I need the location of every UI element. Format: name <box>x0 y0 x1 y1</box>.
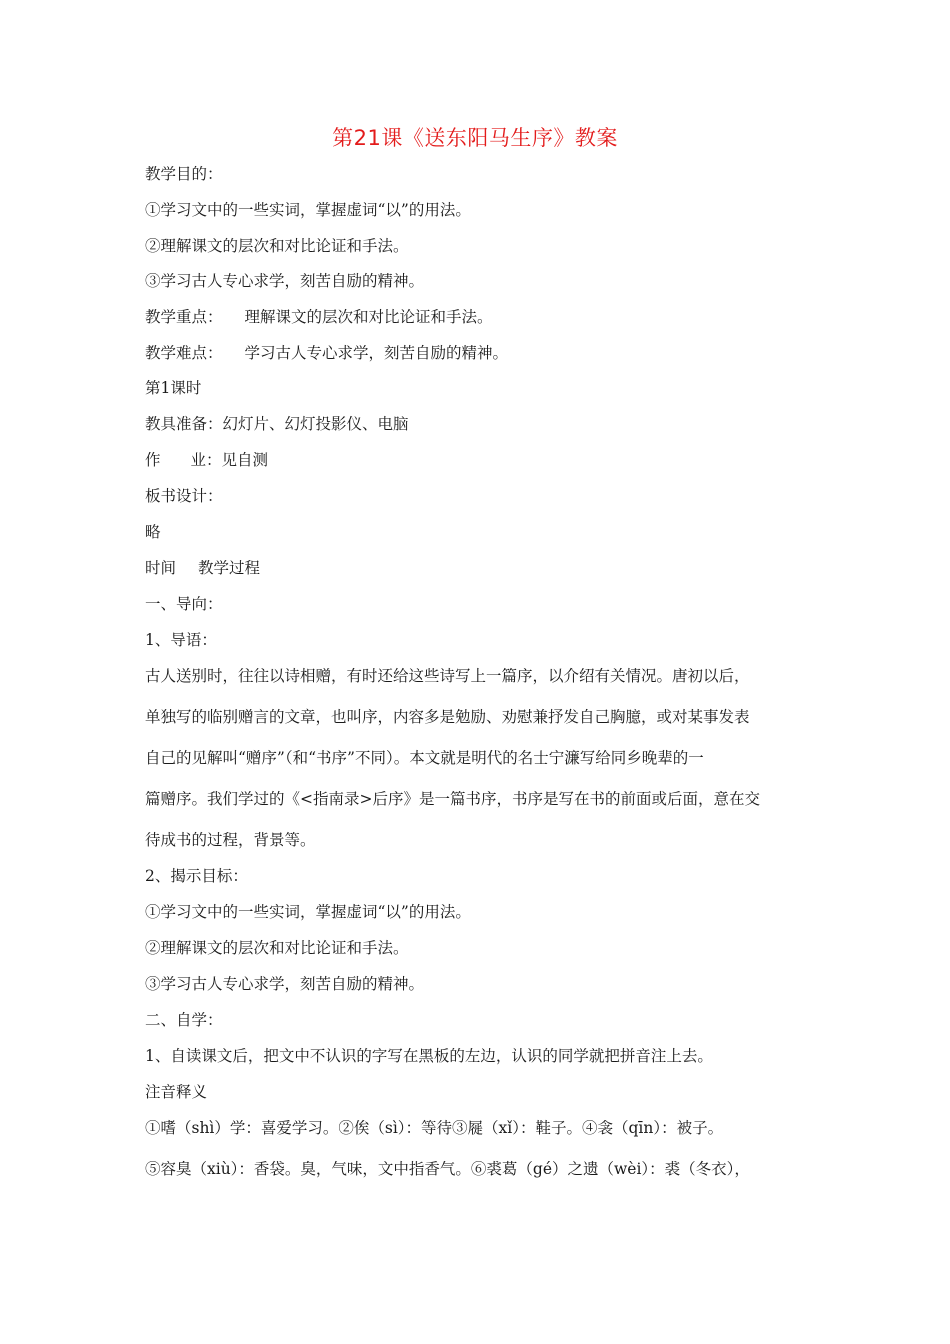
time-process-header <box>145 558 260 578</box>
goal-item: ③学习古人专心求学，刻苦自励的精神。 <box>145 975 425 993</box>
intro-paragraph-line: 待成书的过程，背景等。 <box>145 831 316 849</box>
difficulty-text: 学习古人专心求学，刻苦自励的精神。 <box>244 344 509 362</box>
subsection-heading: 1、导语： <box>145 631 217 649</box>
phonetic-line: ⑤容臭（xiù）：香袋。臭，气味，文中指香气。⑥裘葛（gé）之遗（wèi）：裘（冬衣）， <box>145 1160 750 1178</box>
intro-paragraph-line: 古人送别时，往往以诗相赠，有时还给这些诗写上一篇序，以介绍有关情况。唐初以后， <box>145 667 750 685</box>
class-period: 第1课时 <box>145 379 202 397</box>
objective-item: ②理解课文的层次和对比论证和手法。 <box>145 237 409 255</box>
section-heading: 一、导向： <box>145 595 223 613</box>
objectives-heading: 教学目的： <box>145 165 223 183</box>
focus-text: 理解课文的层次和对比论证和手法。 <box>244 308 493 326</box>
homework <box>145 450 268 470</box>
intro-paragraph-line: 篇赠序。我们学过的《<指南录>后序》是一篇书序，书序是写在书的前面或后面，意在交 <box>145 790 760 808</box>
objective-item: ③学习古人专心求学，刻苦自励的精神。 <box>145 272 425 290</box>
process-label: 教学过程 <box>198 559 261 577</box>
objective-item: ①学习文中的一些实词，掌握虚词“以”的用法。 <box>145 201 471 219</box>
goal-item: ②理解课文的层次和对比论证和手法。 <box>145 939 409 957</box>
subsection-heading: 2、揭示目标： <box>145 867 248 885</box>
focus-label: 教学重点： <box>145 308 223 326</box>
teaching-tools: 教具准备：幻灯片、幻灯投影仪、电脑 <box>145 415 409 433</box>
homework-label-b: 业：见自测 <box>190 451 269 469</box>
teaching-focus <box>145 307 493 327</box>
time-label: 时间 <box>145 559 177 577</box>
board-design-content: 略 <box>145 523 161 541</box>
section-heading: 二、自学： <box>145 1011 223 1029</box>
intro-paragraph-line: 自己的见解叫“赠序”（和“书序”不同）。本文就是明代的名士宁濂写给同乡晚辈的一 <box>145 749 704 767</box>
document-title: 第21课《送东阳马生序》教案 <box>332 126 618 150</box>
intro-paragraph-line: 单独写的临别赠言的文章，也叫序，内容多是勉励、劝慰兼抒发自己胸臆，或对某事发表 <box>145 708 750 726</box>
phonetic-heading: 注音释义 <box>145 1083 208 1101</box>
difficulty-label: 教学难点： <box>145 344 223 362</box>
phonetic-line: ①嗜（shì）学：喜爱学习。②俟（sì）：等待③屣（xǐ）：鞋子。④衾（qīn）：被子。 <box>145 1119 724 1137</box>
teaching-difficulty <box>145 343 508 363</box>
goal-item: ①学习文中的一些实词，掌握虚词“以”的用法。 <box>145 903 471 921</box>
homework-label-a: 作 <box>145 451 161 469</box>
selfstudy-instruction: 1、自读课文后，把文中不认识的字写在黑板的左边，认识的同学就把拼音注上去。 <box>145 1047 713 1065</box>
board-design-heading: 板书设计： <box>145 487 223 505</box>
